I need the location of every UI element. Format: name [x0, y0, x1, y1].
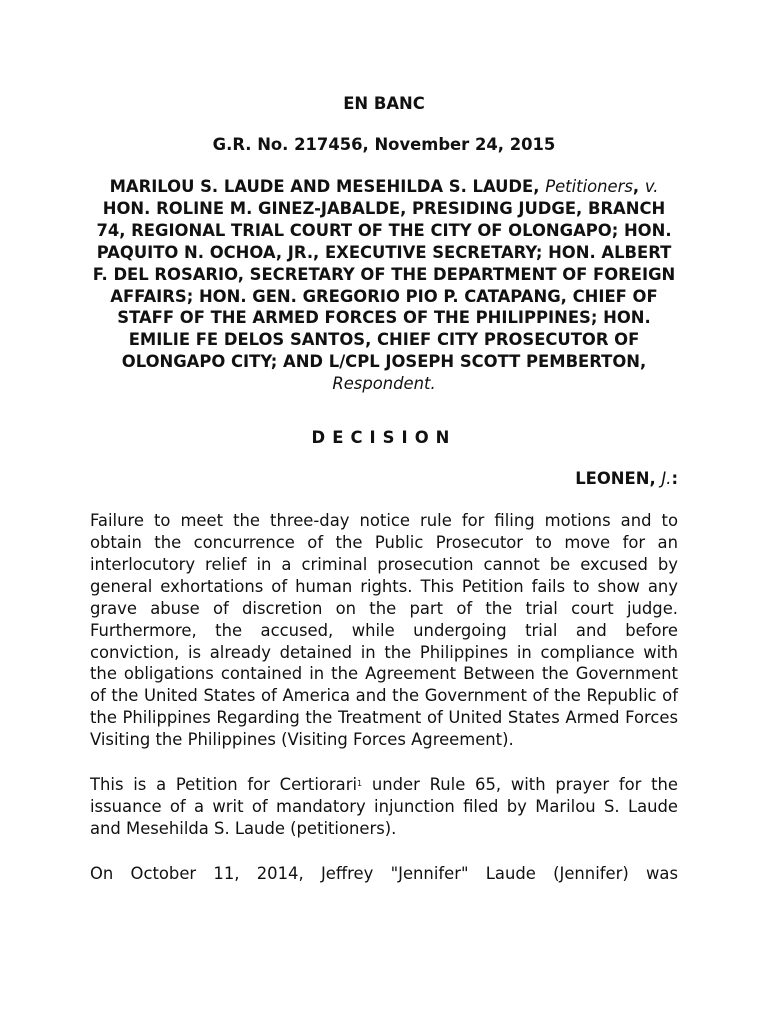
- paragraph-petition-text-before: This is a Petition for Certiorari: [90, 775, 358, 795]
- decision-heading: DECISION: [311, 428, 457, 448]
- respondent-label: Respondent.: [332, 374, 436, 394]
- respondents-names: HON. ROLINE M. GINEZ-JABALDE, PRESIDING JUDGE, BRANCH 74, REGIONAL TRIAL COURT OF THE CITY OF OLONGAPO; HON. PAQUITO N. OCHOA, JR., EXECUTIVE SECRETARY; HON. ALBERT F. DEL ROSARIO, SECRETARY OF THE DEPARTMENT OF FOREIGN AFFAIRS; HON. GEN. GREGORIO PIO P. CATAPANG, CHIEF OF STAFF OF THE ARMED FORCES OF THE PHILIPPINES; HON. EMILIE FE DELOS SANTOS, CHIEF CITY PROSECUTOR OF OLONGAPO CITY; AND L/CPL JOSEPH SCOTT PEMBERTON: [92, 198, 676, 372]
- footnote-reference[interactable]: 1: [357, 779, 363, 789]
- paragraph-intro: Failure to meet the three-day notice rule for filing motions and to obtain the concurrence of the Public Prosecutor to move for an interlocutory relief in a criminal prosecution cannot be excused by general exhortations of human rights. This Petition fails to show any grave abuse of discretion on the part of the trial court judge. Furthermore, the accused, while undergoing trial and before conviction, is already detained in the Philippines in compliance with the obligations contained in the Agreement Between the Government of the United States of America and the Government of the Republic of the Philippines Regarding the Treatment of United States Armed Forces Visiting the Philippines (Visiting Forces Agreement).: [90, 511, 678, 750]
- versus-label: v.: [644, 177, 659, 196]
- ponente-line: [90, 469, 678, 489]
- ponente-colon: :: [671, 469, 678, 489]
- case-number-heading: G.R. No. 217456, November 24, 2015: [212, 135, 556, 154]
- court-division-heading: EN BANC: [343, 94, 425, 113]
- petitioners-names: MARILOU S. LAUDE AND MESEHILDA S. LAUDE: [109, 177, 534, 196]
- case-caption: MARILOU S. LAUDE AND MESEHILDA S. LAUDE, Petitioners, v. HON. ROLINE M. GINEZ-JABALDE, PRESIDING JUDGE, BRANCH 74, REGIONAL TRIAL COURT OF THE CITY OF OLONGAPO; HON. PAQUITO N. OCHOA, JR., EXECUTIVE SECRETARY; HON. ALBERT F. DEL ROSARIO, SECRETARY OF THE DEPARTMENT OF FOREIGN AFFAIRS; HON. GEN. GREGORIO PIO P. CATAPANG, CHIEF OF STAFF OF THE ARMED FORCES OF THE PHILIPPINES; HON. EMILIE FE DELOS SANTOS, CHIEF CITY PROSECUTOR OF OLONGAPO CITY; AND L/CPL JOSEPH SCOTT PEMBERTON, Respondent.: [92, 177, 676, 394]
- paragraph-facts: On October 11, 2014, Jeffrey "Jennifer" Laude (Jennifer) was: [90, 863, 678, 883]
- paragraph-petition-text-after: under Rule 65, with prayer for the issuance of a writ of mandatory injunction filed by Marilou S. Laude and Mesehilda S. Laude (petitioners).: [90, 775, 678, 838]
- paragraph-petition: [90, 774, 678, 840]
- ponente-title: J.: [661, 469, 672, 489]
- petitioners-label: Petitioners: [545, 177, 633, 196]
- document-page: [90, 94, 678, 885]
- ponente-name: LEONEN,: [575, 469, 656, 489]
